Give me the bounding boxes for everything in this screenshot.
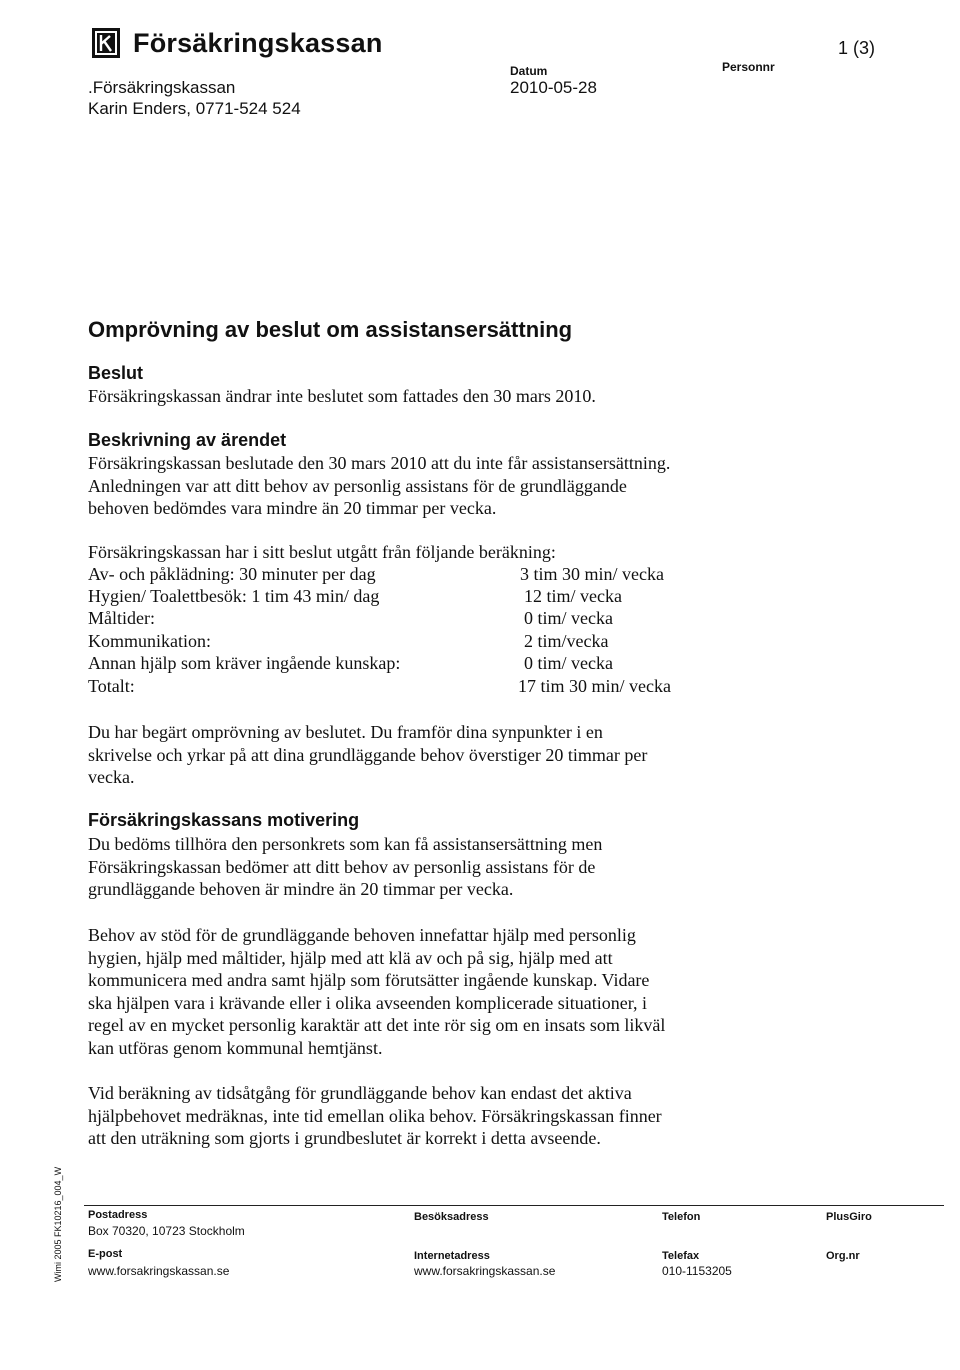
telefax-label: Telefax: [662, 1250, 700, 1262]
behov-line: kommunicera med andra samt hjälp som förutsätter ingående kunskap. Vidare: [88, 970, 650, 990]
calc-row: [88, 586, 708, 609]
telefax-value: 010-1153205: [662, 1264, 732, 1278]
behov-paragraph: [88, 924, 748, 1059]
calc-label: Annan hjälp som kräver ingående kunskap:: [88, 653, 401, 673]
behov-line: kan utföras genom kommunal hemtjänst.: [88, 1037, 383, 1058]
postadress-label: Postadress: [88, 1209, 148, 1221]
motivering-line: Försäkringskassan bedömer att ditt behov av personlig assistans för de: [88, 856, 596, 877]
calc-row: [88, 608, 708, 631]
orgnr-label: Org.nr: [826, 1250, 860, 1262]
behov-line: Behov av stöd för de grundläggande behoven innefattar hjälp med personlig: [88, 925, 636, 945]
calc-value: 12 tim/ vecka: [524, 586, 622, 606]
epost-label: E-post: [88, 1248, 123, 1260]
request-paragraph: [88, 721, 748, 789]
beslut-text: Försäkringskassan ändrar inte beslutet som fattades den 30 mars 2010.: [88, 386, 596, 406]
beslut-heading: Beslut: [88, 363, 144, 383]
calc-value: 2 tim/vecka: [524, 631, 609, 651]
request-line: skrivelse och yrkar på att dina grundläggande behov överstiger 20 timmar per: [88, 744, 648, 765]
calc-value: 17 tim 30 min/ vecka: [518, 676, 671, 696]
request-line: Du har begärt omprövning av beslutet. Du framför dina synpunkter i en: [88, 722, 603, 742]
calc-label: Av- och påklädning: 30 minuter per dag: [88, 564, 376, 584]
motivering-heading: Försäkringskassans motivering: [88, 810, 360, 830]
internetadress-label: Internetadress: [414, 1250, 490, 1262]
beskrivning-paragraph: [88, 452, 748, 520]
page-number: 1 (3): [838, 38, 876, 58]
calc-value: 3 tim 30 min/ vecka: [520, 564, 664, 584]
telefon-label: Telefon: [662, 1211, 701, 1223]
sender-org: .Försäkringskassan: [88, 78, 236, 97]
calc-value: 0 tim/ vecka: [524, 653, 613, 673]
request-line: vecka.: [88, 767, 135, 787]
beskrivning-line: behoven bedömdes vara mindre än 20 timmar per vecka.: [88, 498, 497, 518]
brand-name: Försäkringskassan: [133, 28, 383, 58]
calc-intro: Försäkringskassan har i sitt beslut utgått från följande beräkning:: [88, 542, 556, 562]
calc-value: 0 tim/ vecka: [524, 608, 613, 628]
calc-row: [88, 564, 708, 587]
berakning-paragraph: [88, 1082, 748, 1150]
beskrivning-line: Försäkringskassan beslutade den 30 mars 2010 att du inte får assistansersättning.: [88, 453, 671, 473]
behov-line: ska hjälpen vara i krävande eller i olika avseenden komplicerade situationer, i: [88, 992, 648, 1013]
date-label: Datum: [510, 64, 548, 78]
personnr-label: Personnr: [722, 60, 775, 74]
calc-label: Kommunikation:: [88, 631, 211, 651]
internetadress-link[interactable]: www.forsakringskassan.se: [414, 1264, 556, 1278]
motivering-line: Du bedöms tillhöra den personkrets som kan få assistansersättning men: [88, 834, 603, 854]
berakning-line: att den uträkning som gjorts i grundbeslutet är korrekt i detta avseende.: [88, 1128, 601, 1148]
postadress-value: Box 70320, 10723 Stockholm: [88, 1224, 245, 1238]
behov-line: hygien, hjälp med måltider, hjälp med att klä av och på sig, hjälp med att: [88, 947, 613, 968]
motivering-line: grundläggande behoven är mindre än 20 timmar per vecka.: [88, 879, 514, 899]
form-code: Wimi 2005 FK10216_004_W: [53, 1166, 63, 1282]
epost-link[interactable]: www.forsakringskassan.se: [88, 1264, 230, 1278]
calc-label: Måltider:: [88, 608, 155, 628]
besoksadress-label: Besöksadress: [414, 1211, 489, 1223]
forsakringskassan-logo-icon: [92, 28, 120, 58]
berakning-line: hjälpbehovet medräknas, inte tid emellan olika behov. Försäkringskassan finner: [88, 1105, 662, 1126]
document-title: Omprövning av beslut om assistansersättning: [88, 317, 573, 342]
beskrivning-heading: Beskrivning av ärendet: [88, 430, 287, 450]
sender-contact: Karin Enders, 0771-524 524: [88, 99, 301, 118]
footer-divider: [84, 1205, 944, 1206]
calc-label: Totalt:: [88, 676, 135, 696]
calc-row: [88, 676, 708, 699]
date-value: 2010-05-28: [510, 78, 597, 97]
calc-label: Hygien/ Toalettbesök: 1 tim 43 min/ dag: [88, 586, 380, 606]
beskrivning-line: Anledningen var att ditt behov av personlig assistans för de grundläggande: [88, 475, 627, 496]
calc-row: [88, 653, 708, 676]
calc-row: [88, 631, 708, 654]
plusgiro-label: PlusGiro: [826, 1211, 872, 1223]
behov-line: regel av en mycket personlig karaktär att det inte rör sig om en insats som likväl: [88, 1015, 666, 1035]
motivering-paragraph: [88, 833, 748, 901]
berakning-line: Vid beräkning av tidsåtgång för grundläggande behov kan endast det aktiva: [88, 1083, 632, 1103]
